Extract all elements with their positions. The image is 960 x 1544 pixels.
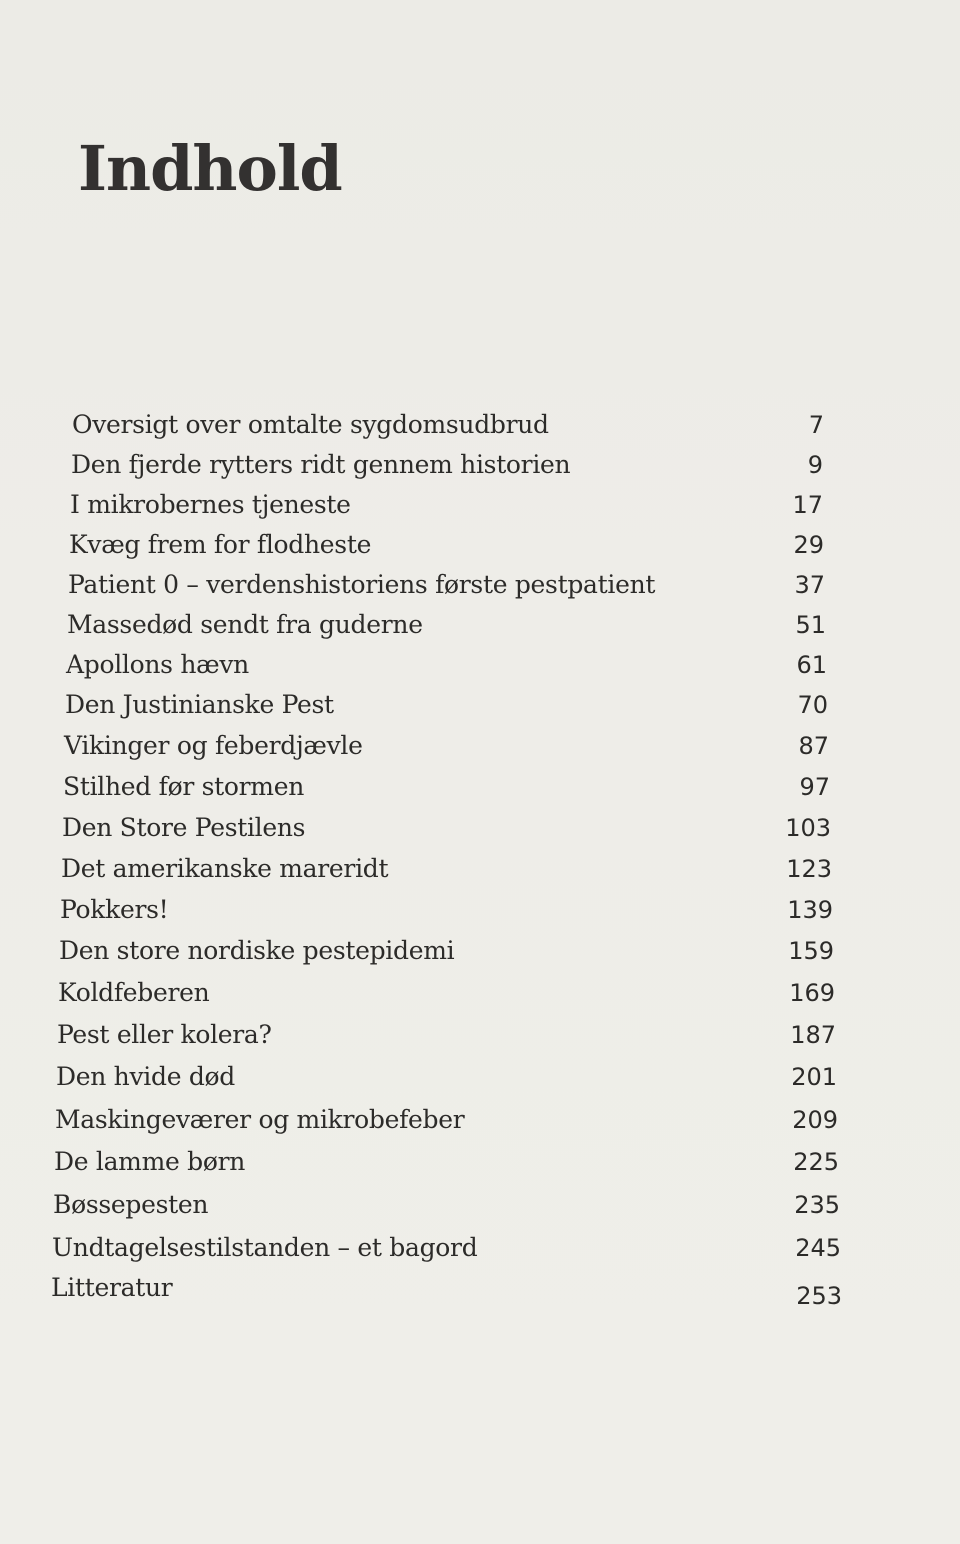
toc-entry-title: Den fjerde rytters ridt gennem historien (71, 450, 571, 479)
toc-entry-page: 29 (793, 531, 824, 559)
toc-entry-title: Den hvide død (56, 1062, 236, 1091)
toc-entry-title: Den store nordiske pestepidemi (59, 936, 455, 965)
toc-entry-page: 51 (795, 611, 826, 639)
toc-entry-title: De lamme børn (54, 1147, 246, 1176)
toc-entry-page: 253 (796, 1282, 842, 1310)
toc-entry-title: Maskingeværer og mikrobefeber (55, 1105, 465, 1134)
toc-entry-title: Koldfeberen (58, 978, 210, 1007)
toc-entry-title: Patient 0 – verdenshistoriens første pestpatient (68, 570, 656, 599)
toc-entry-title: Kvæg frem for flodheste (69, 530, 372, 559)
toc-entry-page: 9 (807, 451, 823, 479)
toc-entry-page: 70 (797, 691, 828, 719)
toc-entry-page: 37 (794, 571, 825, 599)
toc-entry-page: 7 (808, 411, 824, 439)
toc-entry-title: Den Justinianske Pest (65, 690, 334, 719)
toc-entry-page: 123 (786, 855, 832, 883)
page-title: Indhold (78, 132, 342, 205)
toc-entry-page: 159 (788, 937, 834, 965)
toc-entry-title: Apollons hævn (66, 650, 249, 679)
toc-entry-title: I mikrobernes tjeneste (70, 490, 351, 519)
toc-entry-title: Vikinger og feberdjævle (64, 731, 363, 760)
toc-entry-title: Undtagelsestilstanden – et bagord (52, 1233, 478, 1262)
toc-entry-page: 201 (791, 1063, 837, 1091)
toc-entry-page: 235 (794, 1191, 840, 1219)
toc-entry-page: 209 (792, 1106, 838, 1134)
toc-entry-title: Massedød sendt fra guderne (67, 610, 423, 639)
toc-entry-title: Oversigt over omtalte sygdomsudbrud (72, 410, 549, 439)
toc-entry-title: Stilhed før stormen (63, 772, 304, 801)
toc-entry-page: 245 (795, 1234, 841, 1262)
toc-entry-page: 139 (787, 896, 833, 924)
toc-entry-title: Det amerikanske mareridt (61, 854, 389, 883)
toc-entry-page: 87 (798, 732, 829, 760)
toc-entry-title: Bøssepesten (53, 1190, 209, 1219)
toc-entry-title: Litteratur (51, 1273, 173, 1302)
toc-entry-page: 169 (789, 979, 835, 1007)
toc-entry-page: 103 (785, 814, 831, 842)
toc-entry-title: Pokkers! (60, 895, 169, 924)
toc-entry-title: Pest eller kolera? (57, 1020, 272, 1049)
toc-entry-page: 97 (799, 773, 830, 801)
toc-entry-title: Den Store Pestilens (62, 813, 306, 842)
toc-entry-page: 61 (796, 651, 827, 679)
toc-entry-page: 17 (792, 491, 823, 519)
toc-entry-page: 187 (790, 1021, 836, 1049)
toc-entry-page: 225 (793, 1148, 839, 1176)
